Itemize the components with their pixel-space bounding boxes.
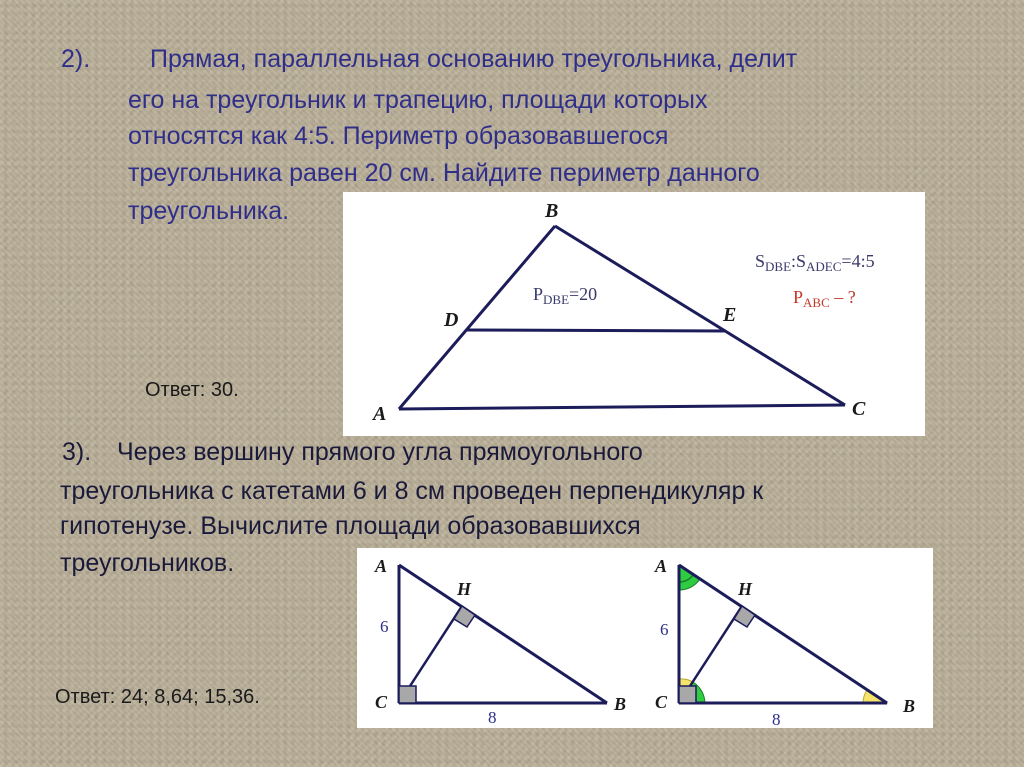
vertex-c-label: C [852, 398, 866, 420]
problem3-answer: Ответ: 24; 8,64; 15,36. [55, 686, 260, 708]
triangle-abc-diagram [343, 192, 925, 436]
right-triangle [654, 556, 915, 728]
problem2-line-4: треугольника равен 20 см. Найдите периметр данного [128, 159, 760, 187]
vertex-d-label: D [444, 309, 459, 331]
vertex-a-label: A [375, 556, 388, 576]
problem3-line-1: Через вершину прямого угла прямоугольного [117, 438, 643, 466]
area-ratio-label: $S_{DBE}:S_{ADEC}=4:5$ [755, 251, 875, 274]
vertex-h-label: H [457, 579, 472, 599]
vertex-b-label: B [545, 200, 559, 222]
problem2-line-3: относятся как 4:5. Периметр образовавшегося [128, 122, 669, 150]
problem3-line-2: треугольника с катетами 6 и 8 см проведен перпендикуляр к [60, 477, 764, 505]
right-angle-h-mark [734, 606, 755, 627]
side-ac [399, 405, 845, 409]
leg-cb-length: 8 [772, 710, 781, 728]
right-angle-c-mark [679, 686, 696, 703]
vertex-c-label: C [655, 692, 668, 712]
hypotenuse-ab [679, 565, 887, 703]
leg-ac-length: 6 [380, 617, 389, 636]
perimeter-abc-question: $P_{ABC}$ – ? [793, 287, 856, 310]
problem2-line-1: Прямая, параллельная основанию треугольника, делит [150, 45, 798, 73]
hypotenuse-ab [399, 565, 607, 703]
problem3-number: 3). [62, 438, 92, 466]
left-triangle [374, 556, 626, 727]
vertex-h-label: H [738, 579, 753, 599]
right-angle-h-mark [454, 606, 475, 627]
problem3-line-4: треугольников. [60, 549, 235, 577]
vertex-e-label: E [723, 304, 737, 326]
problem3-line-3: гипотенузе. Вычислите площади образовавшихся [60, 512, 641, 540]
side-ab [399, 226, 555, 409]
problem2-figure [343, 192, 925, 436]
problem2-line-5: треугольника. [128, 197, 290, 225]
leg-cb-length: 8 [488, 708, 497, 727]
leg-ac-length: 6 [660, 620, 669, 639]
vertex-b-label: B [903, 696, 916, 716]
problem2-answer: Ответ: 30. [145, 379, 239, 401]
problem2-line-2: его на треугольник и трапецию, площади которых [128, 86, 708, 114]
problem3-figure [357, 548, 933, 728]
right-triangles-diagram [357, 548, 933, 728]
vertex-c-label: C [375, 692, 388, 712]
vertex-a-label: A [655, 556, 668, 576]
vertex-a-label: A [373, 403, 387, 425]
right-angle-c-mark [399, 686, 416, 703]
vertex-b-label: B [614, 694, 627, 714]
segment-de [467, 330, 726, 331]
perimeter-dbe-label: $P_{DBE}=20$ [533, 284, 598, 307]
problem2-number: 2). [61, 45, 91, 73]
